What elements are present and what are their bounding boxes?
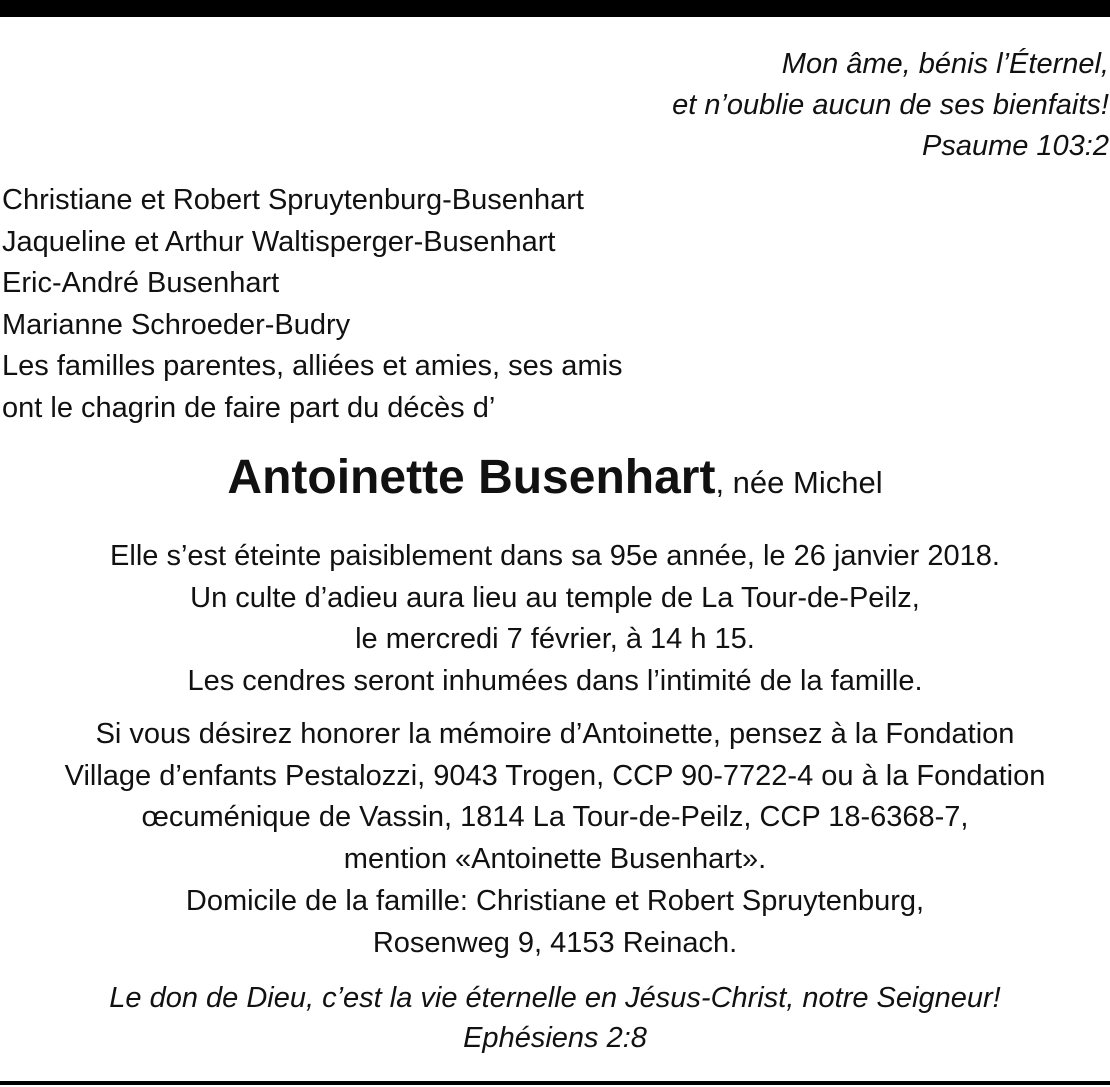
announcement-line: le mercredi 7 février, à 14 h 15. bbox=[355, 623, 755, 656]
top-border-rule bbox=[0, 0, 1110, 17]
announcement-line: Un culte d’adieu aura lieu au temple de La Tour-de-Peilz, bbox=[190, 581, 920, 614]
donation-line: Domicile de la famille: Christiane et Robert Spruytenburg, bbox=[185, 884, 925, 917]
family-line: Les familles parentes, alliées et amies, ses amis bbox=[2, 350, 623, 383]
verse-line: Mon âme, bénis l’Éternel, bbox=[781, 48, 1109, 80]
announcement-line: Elle s’est éteinte paisiblement dans sa 95e année, le 26 janvier 2018. bbox=[110, 540, 1000, 572]
opening-verse bbox=[672, 44, 1109, 167]
donation-line: Si vous désirez honorer la mémoire d’Antoinette, pensez à la Fondation bbox=[95, 718, 1015, 750]
verse-reference: Psaume 103:2 bbox=[921, 130, 1109, 162]
donation-block bbox=[0, 714, 1110, 964]
deceased-name: Antoinette Busenhart bbox=[227, 451, 716, 504]
announcement-line: Les cendres seront inhumées dans l’intimité de la famille. bbox=[187, 665, 923, 698]
donation-line: œcuménique de Vassin, 1814 La Tour-de-Peilz, CCP 18-6368-7, bbox=[141, 801, 969, 834]
family-line: ont le chagrin de faire part du décès d’ bbox=[2, 391, 496, 424]
family-line: Eric-André Busenhart bbox=[2, 267, 280, 300]
donation-line: mention «Antoinette Busenhart». bbox=[343, 843, 767, 876]
bottom-border-rule bbox=[0, 1081, 1110, 1085]
closing-verse-text: Le don de Dieu, c’est la vie éternelle en Jésus-Christ, notre Seigneur! bbox=[109, 982, 1001, 1014]
deceased-heading bbox=[0, 450, 1110, 505]
announcement-block bbox=[0, 536, 1110, 703]
donation-line: Village d’enfants Pestalozzi, 9043 Trogen, CCP 90-7722-4 ou à la Fondation bbox=[64, 759, 1046, 792]
family-line: Jaqueline et Arthur Waltisperger-Busenhart bbox=[2, 225, 556, 258]
family-line: Christiane et Robert Spruytenburg-Busenhart bbox=[2, 184, 584, 216]
deceased-maiden-name: , née Michel bbox=[715, 465, 883, 500]
verse-line: et n’oublie aucun de ses bienfaits! bbox=[672, 89, 1109, 121]
donation-line: Rosenweg 9, 4153 Reinach. bbox=[372, 926, 738, 959]
family-list bbox=[2, 180, 623, 430]
family-line: Marianne Schroeder-Budry bbox=[2, 308, 351, 341]
closing-verse bbox=[0, 978, 1110, 1058]
closing-verse-reference: Ephésiens 2:8 bbox=[463, 1022, 647, 1054]
